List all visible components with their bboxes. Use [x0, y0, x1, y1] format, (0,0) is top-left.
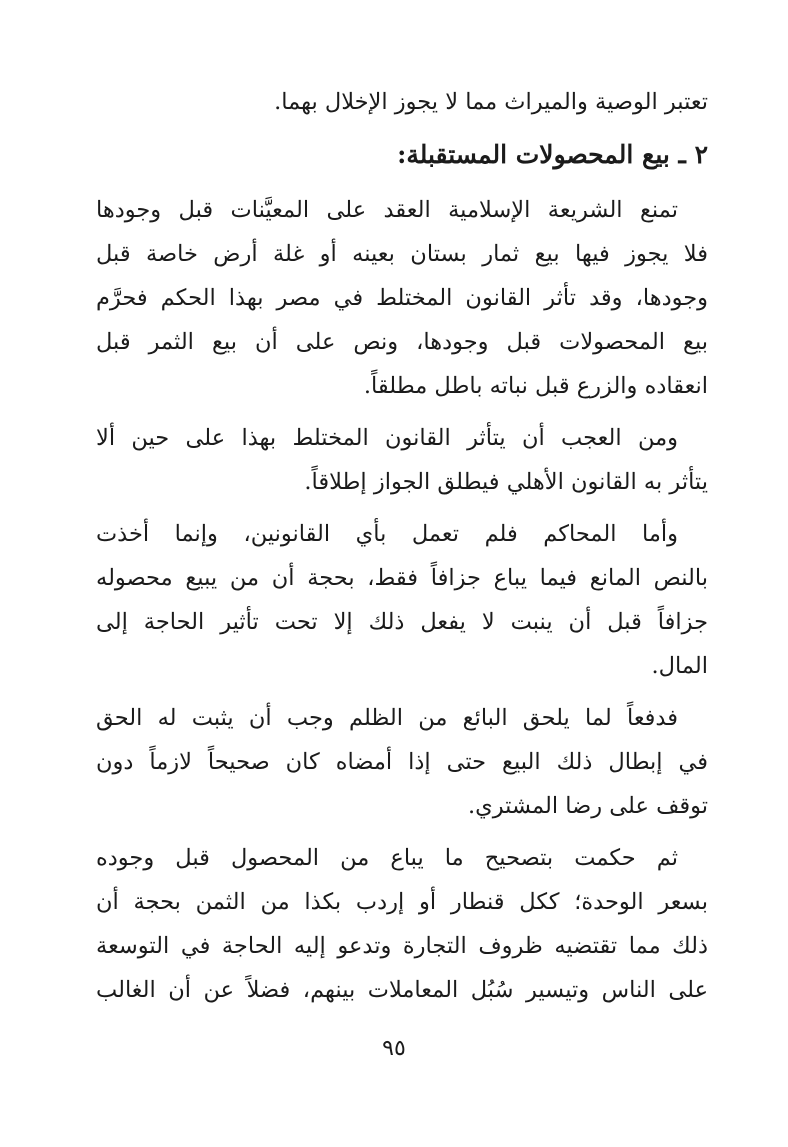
section-heading: ٢ ـ بيع المحصولات المستقبلة: — [397, 140, 708, 169]
intro-line: تعتبر الوصية والميراث مما لا يجوز الإخلال بهما. — [274, 89, 708, 115]
paragraph-line: بسعر الوحدة؛ ككل قنطار أو إردب بكذا من الثمن بحجة أن — [96, 889, 708, 915]
paragraph-line: توقف على رضا المشتري. — [468, 793, 708, 819]
paragraph-line: المال. — [651, 653, 708, 679]
paragraph-line: على الناس وتيسير سُبُل المعاملات بينهم، فضلاً عن أن الغالب — [96, 977, 708, 1003]
page-body — [96, 80, 708, 1012]
paragraph-line: بالنص المانع فيما يباع جزافاً فقط، بحجة أن من يبيع محصوله — [96, 565, 708, 591]
paragraph-line: جزافاً قبل أن ينبت لا يفعل ذلك إلا تحت تأثير الحاجة إلى — [96, 609, 708, 635]
paragraph-line: انعقاده والزرع قبل نباته باطل مطلقاً. — [363, 373, 708, 399]
paragraph-4 — [96, 696, 708, 828]
paragraph-line: فدفعاً لما يلحق البائع من الظلم وجب أن يثبت له الحق — [96, 705, 678, 731]
paragraph-line: وجودها، وقد تأثر القانون المختلط في مصر بهذا الحكم فحرَّم — [96, 285, 708, 311]
paragraph-line: تمنع الشريعة الإسلامية العقد على المعيَّنات قبل وجودها — [96, 197, 678, 223]
paragraph-line: بيع المحصولات قبل وجودها، ونص على أن بيع الثمر قبل — [96, 329, 708, 355]
paragraph-line: ومن العجب أن يتأثر القانون المختلط بهذا على حين ألا — [96, 425, 678, 451]
paragraph-1 — [96, 188, 708, 408]
paragraph-line: وأما المحاكم فلم تعمل بأي القانونين، وإنما أخذت — [96, 521, 678, 547]
page-number: ٩٥ — [382, 1036, 406, 1061]
paragraph-line: ثم حكمت بتصحيح ما يباع من المحصول قبل وجوده — [96, 845, 678, 871]
paragraph-3 — [96, 512, 708, 688]
paragraph-line: ذلك مما تقتضيه ظروف التجارة وتدعو إليه الحاجة في التوسعة — [96, 933, 708, 959]
paragraph-5 — [96, 836, 708, 1012]
paragraph-line: فلا يجوز فيها بيع ثمار بستان بعينه أو غلة أرض خاصة قبل — [96, 241, 708, 267]
paragraph-line: يتأثر به القانون الأهلي فيطلق الجواز إطلاقاً. — [304, 469, 708, 495]
paragraph-2 — [96, 416, 708, 504]
paragraph-line: في إبطال ذلك البيع حتى إذا أمضاه كان صحيحاً لازماً دون — [96, 749, 708, 775]
